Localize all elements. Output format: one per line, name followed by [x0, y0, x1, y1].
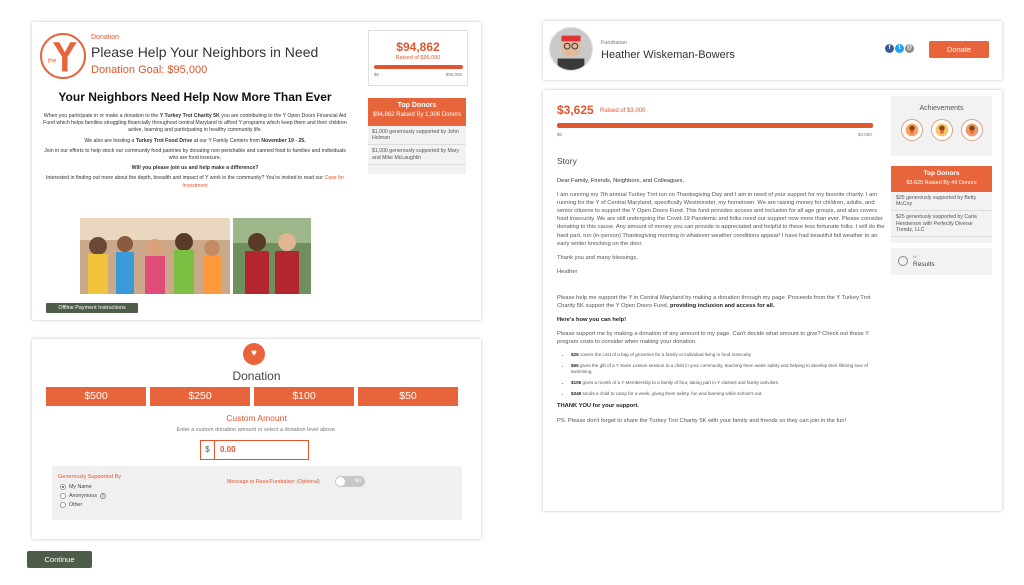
raised-amount: $3,625 [557, 103, 594, 117]
paragraph-2: We also are hosting a Turkey Trot Food Drive at our Y Family Centers from November 19 - 25. [84, 137, 306, 144]
donation-form [32, 339, 481, 539]
custom-amount-input[interactable] [200, 440, 309, 460]
progress-fill [374, 65, 463, 69]
currency-symbol: $ [201, 441, 215, 459]
progress-min: $0 [557, 132, 563, 137]
campaign-panel [32, 22, 481, 320]
top-donors-header [891, 166, 992, 192]
paragraph-4: Will you please join us and help make a difference? [131, 165, 259, 172]
social-share [885, 44, 914, 53]
page-title: Please Help Your Neighbors in Need [91, 44, 319, 60]
amount-button-100[interactable]: $100 [254, 387, 354, 406]
message-toggle[interactable] [335, 476, 365, 487]
facebook-icon[interactable]: f [885, 44, 894, 53]
story-greeting: Dear Family, Friends, Neighbors, and Colleagues, [557, 178, 685, 184]
supported-by-section [52, 466, 462, 520]
campaign-description [40, 113, 350, 193]
progress-max: $95,000 [445, 72, 462, 77]
amount-button-250[interactable]: $250 [150, 387, 250, 406]
results-label: Results [913, 261, 935, 268]
turkey-badge-icon[interactable] [901, 119, 923, 141]
progress-fill [557, 123, 873, 128]
page-type-label: Donation [91, 34, 120, 41]
story-paragraph: I am running my 7th annual Turkey Trot run on Thanksgiving Day and I am in need of your support for my favorite charity. I am running for the Y of Central Maryland, specifically Westminster, my hometown. We are raising money for children, adults, and senior citizens to support the Y Open Doors Fund. This fund provides access and inclusion for all age groups, and also covers food insecurity. We are still undergoing the Covid-19 Pandemic and folks need our support now more than ever. Please consider donating to this cause. Any amount of money you can provide is appreciated and helpful to these less fortunate folks. I will do the hard part, run (in-person) Thanksgiving morning in whatever weather conditions appear! I have had beautiful fall weather to an early winter knocking on the door. [557, 192, 885, 247]
fundraiser-name: Heather Wiskeman-Bowers [601, 49, 735, 61]
donate-button[interactable]: Donate [929, 41, 989, 58]
story-paragraph: Thank you and many blessings, [557, 254, 638, 261]
story-heading: Story [557, 156, 577, 166]
email-icon[interactable]: @ [906, 45, 913, 51]
achievements-box [891, 96, 992, 156]
donor-entry: $1,000 generously supported by Mary and Mike McLaughlin [368, 145, 466, 164]
story-paragraph: Please help me support the Y in Central Maryland by making a donation through my page. Proceeds from the Y Turkey Trot Charity 5K support the Y Open Doors Fund, providing inclusion and access for all. [557, 294, 871, 310]
raised-summary [368, 30, 468, 86]
donation-hand-icon: ♥ [243, 343, 265, 365]
top-donors [891, 166, 992, 243]
donation-title: Donation [232, 369, 281, 383]
top-donors-header [368, 98, 466, 126]
progress-min: $0 [374, 72, 380, 77]
kids-photo [80, 218, 230, 294]
top-donors-title: Top Donors [923, 170, 960, 177]
custom-amount-value[interactable]: 0.00 [220, 445, 236, 454]
avatar [549, 27, 593, 71]
list-item: • $346 sends a child to camp for a week, giving them safety, fun and learning while school's out. [571, 391, 885, 397]
ymca-logo [40, 33, 86, 79]
list-item: • $65 gives the gift of a Y Swim Lesson session to a child in your community, teaching them water safety and helping to develop their lifelong love of swimming. [571, 363, 885, 375]
paragraph-1: When you participate in or make a donation to the Y Turkey Trot Charity 5K you are contributing to the Y Open Doors Financial Aid Fund which helps families struggling financially throughout central Maryland to afford Y programs which keep them and their children active, learning and participating in healthy community life. [43, 113, 347, 134]
donor-entry: $25 generously supported by Betty McCoy [891, 192, 992, 211]
achievements-title: Achievements [919, 105, 964, 112]
toggle-knob [336, 477, 345, 486]
story-paragraph: Here's how you can help! [557, 317, 627, 324]
achievement-badges [891, 119, 992, 141]
program-cost-list [557, 352, 885, 397]
toggle-state: No [354, 478, 361, 484]
radio-anonymous[interactable]: Anonymous i [60, 493, 106, 499]
raised-amount: $94,862 [396, 40, 440, 54]
twitter-icon[interactable]: t [895, 44, 904, 53]
paragraph-3: Join in our efforts to help stock our community food pantries by donating non-perishable and canned food to families and individuals who are food insecure. [44, 147, 346, 162]
radio-other[interactable]: Other [60, 502, 82, 508]
radio-dot[interactable] [60, 502, 66, 508]
progress-bar [374, 65, 463, 69]
top-donors-title: Top Donors [397, 102, 437, 109]
fundraiser-label: Fundraiser [601, 40, 628, 46]
fundraiser-panel [543, 90, 1002, 511]
turkey-badge-icon[interactable] [961, 119, 983, 141]
message-toggle-label: Message to Race/Fundraiser (Optional) [227, 479, 320, 485]
volunteers-photo [233, 218, 311, 294]
amount-button-500[interactable]: $500 [46, 387, 146, 406]
paragraph-5: Interested in finding out more about the depth, breadth and impact of Y work in the community? You're invited to read our Case for Investment [45, 175, 345, 189]
radio-dot[interactable] [60, 493, 66, 499]
raised-of-goal: Raised of $95,000 [395, 55, 441, 61]
fundraiser-header [543, 21, 1002, 80]
radio-dot[interactable] [60, 484, 66, 490]
story-paragraph: PS. Please don't forget to share the Turkey Trot Charity 5K with your family and friends so they can join in the fun! [557, 417, 847, 424]
story-paragraph: THANK YOU for your support. [557, 403, 639, 410]
svg-text:the: the [47, 57, 57, 65]
donor-entry: $25 generously supported by Carla Henderson with Perfectly Diverse Trendz, LLC [891, 211, 992, 237]
story-paragraph: Heather [557, 268, 578, 275]
custom-amount-hint: Enter a custom donation amount or select a donation level above. [176, 427, 337, 433]
turkey-badge-icon[interactable] [931, 119, 953, 141]
continue-button[interactable]: Continue [27, 551, 92, 568]
list-item: • $25 covers the cost of a bag of groceries for a family or individual living in food insecurity [571, 352, 885, 358]
list-item: • $106 gives a month of a Y Membership to a family of four, taking part in Y classes and family activities. [571, 380, 885, 386]
results-small-label: W [913, 254, 917, 259]
story-text [557, 177, 885, 431]
custom-amount-label: Custom Amount [226, 413, 287, 423]
raised-of-goal: Raised of $3,000 [600, 108, 646, 114]
offline-payment-button[interactable]: Offline Payment Instructions [46, 303, 138, 313]
info-icon: i [100, 493, 106, 499]
top-donors [368, 98, 466, 174]
case-for-investment-link[interactable]: Case for Investment [182, 175, 345, 189]
progress-max: $3,000 [858, 132, 872, 137]
radio-my-name[interactable]: My Name [60, 484, 92, 490]
top-donors-summary: $3,625 Raised By 49 Donors [906, 180, 977, 186]
stopwatch-icon [898, 256, 908, 266]
top-donors-summary: $94,862 Raised By 1,306 Donors [372, 112, 462, 118]
donor-entry: $1,000 generously supported by John Holman [368, 126, 466, 145]
results-link[interactable] [891, 248, 992, 275]
campaign-heading: Your Neighbors Need Help Now More Than Ever [58, 90, 332, 104]
supported-by-label: Generously Supported By [58, 474, 121, 480]
amount-button-50[interactable]: $50 [358, 387, 458, 406]
story-paragraph: Please support me by making a donation of any amount to my page. Can't decide what amount to give? Check out these Y program costs to consider when making your donation. [557, 331, 869, 346]
donation-goal: Donation Goal: $95,000 [91, 64, 208, 76]
progress-bar [557, 123, 873, 128]
